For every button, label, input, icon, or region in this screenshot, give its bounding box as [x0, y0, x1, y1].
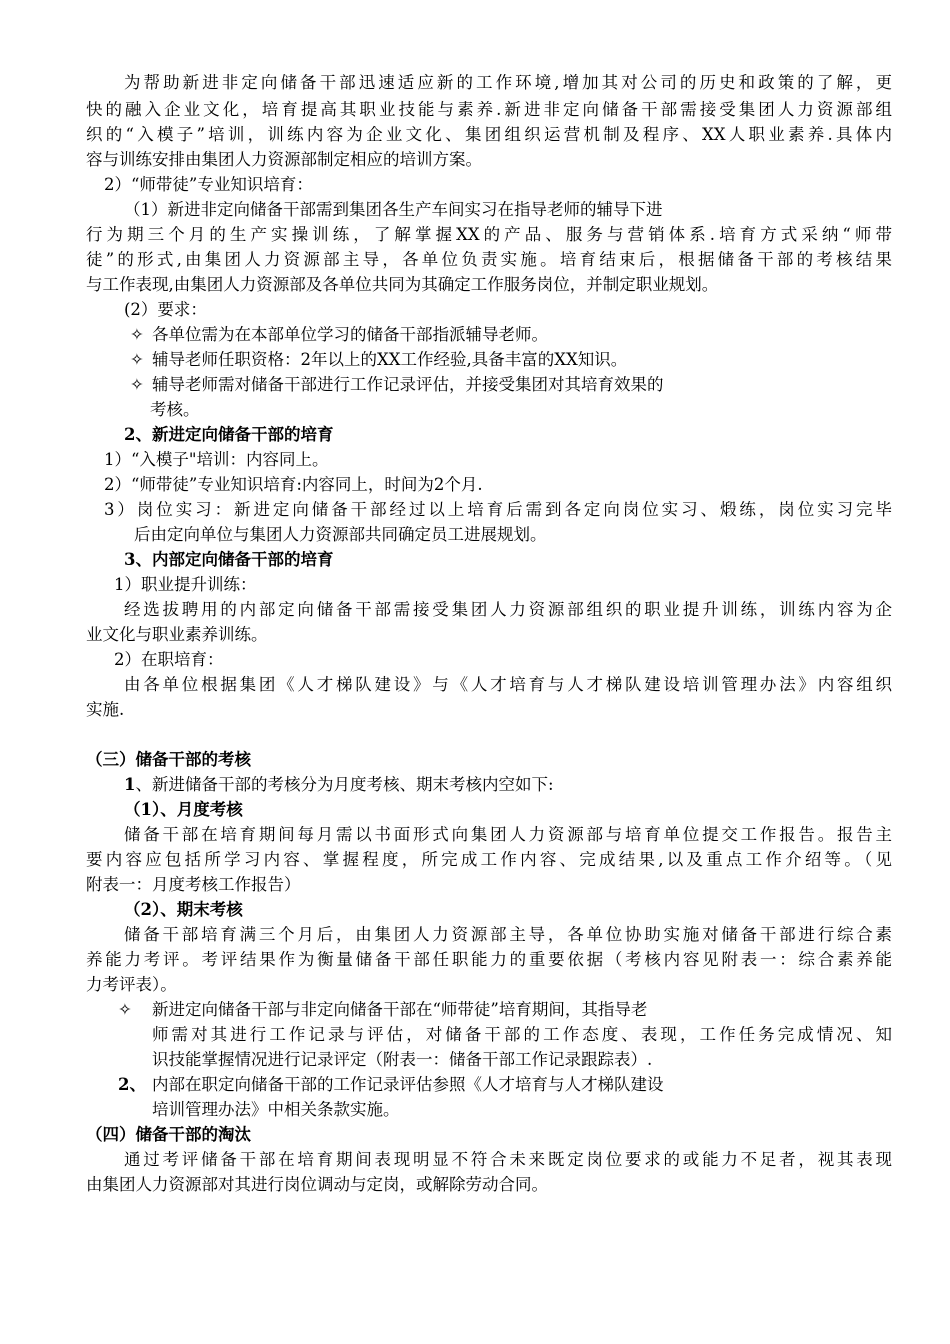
- paragraph-line: 1、新进储备干部的考核分为月度考核、期末考核内空如下:: [124, 775, 554, 794]
- paragraph-line: 养能力考评。考评结果作为衡量储备干部任职能力的重要依据（考核内容见附表一：综合素养能: [86, 950, 892, 969]
- diamond-bullet-icon: ✧: [130, 325, 144, 344]
- diamond-bullet-icon: ✧: [118, 1000, 132, 1019]
- paragraph-line: 与工作表现,由集团人力资源部及各单位共同为其确定工作服务岗位，并制定职业规划。: [86, 275, 719, 294]
- list-label: (2）要求：: [124, 300, 207, 319]
- list-item-continuation: 识技能掌握情况进行记录评定（附表一：储备干部工作记录跟踪表）.: [152, 1050, 653, 1069]
- paragraph-line: 徒”的形式,由集团人力资源部主导，各单位负责实施。培育结束后，根据储备干部的考核结果: [86, 250, 892, 269]
- paragraph-line: 力考评表）。: [86, 975, 177, 994]
- list-item: 3）岗位实习：新进定向储备干部经过以上培育后需到各定向岗位实习、煅练，岗位实习完毕: [104, 500, 892, 519]
- subsection-heading: （2）、期末考核: [124, 900, 243, 919]
- paragraph-line: 容与训练安排由集团人力资源部制定相应的培训方案。: [86, 150, 482, 169]
- list-item: 1）职业提升训练：: [114, 575, 257, 594]
- diamond-bullet-icon: ✧: [130, 350, 144, 369]
- diamond-bullet-icon: ✧: [130, 375, 144, 394]
- list-item-continuation: 考核。: [150, 400, 200, 419]
- paragraph-line: 实施.: [86, 700, 125, 719]
- paragraph-line: 行为期三个月的生产实操训练，了解掌握XX的产品、服务与营销体系.培育方式采纳“师带: [86, 225, 892, 244]
- list-item: 1）“入模子"培训：内容同上。: [104, 450, 329, 469]
- section-heading: （四）储备干部的淘汰: [86, 1125, 251, 1144]
- subsection-heading: （1）、月度考核: [124, 800, 243, 819]
- paragraph-line: 快的融入企业文化，培育提高其职业技能与素养.新进非定向储备干部需接受集团人力资源部组: [86, 100, 892, 119]
- paragraph-line: 储备干部培育满三个月后，由集团人力资源部主导，各单位协助实施对储备干部进行综合素: [124, 925, 892, 944]
- list-item: ✧ 辅导老师任职资格：2年以上的XX工作经验,具备丰富的XX知识。: [130, 348, 627, 372]
- paragraph-line: 通过考评储备干部在培育期间表现明显不符合未来既定岗位要求的或能力不足者，视其表现: [124, 1150, 892, 1169]
- paragraph-line: 储备干部在培育期间每月需以书面形式向集团人力资源部与培育单位提交工作报告。报告主: [124, 825, 892, 844]
- paragraph-line: 由集团人力资源部对其进行岗位调动与定岗，或解除劳动合同。: [86, 1175, 548, 1194]
- section-heading: （三）储备干部的考核: [86, 750, 251, 769]
- paragraph-line: 要内容应包括所学习内容、掌握程度，所完成工作内容、完成结果,以及重点工作介绍等。（见: [86, 850, 892, 869]
- paragraph-line: 经选拔聘用的内部定向储备干部需接受集团人力资源部组织的职业提升训练，训练内容为企: [124, 600, 892, 619]
- list-item: ✧ 各单位需为在本部单位学习的储备干部指派辅导老师。: [130, 323, 548, 347]
- list-item-continuation: 培训管理办法》中相关条款实施。: [152, 1100, 400, 1119]
- paragraph-line: （1）新进非定向储备干部需到集团各生产车间实习在指导老师的辅导下进: [124, 200, 663, 219]
- section-heading: 2、新进定向储备干部的培育: [124, 425, 334, 444]
- list-item-continuation: 师需对其进行工作记录与评估，对储备干部的工作态度、表现，工作任务完成情况、知: [152, 1025, 892, 1044]
- list-item: 2）在职培育：: [114, 650, 224, 669]
- list-item: 2、 内部在职定向储备干部的工作记录评估参照《人才培育与人才梯队建设: [118, 1075, 664, 1094]
- section-subtitle: 2）“师带徒”专业知识培育：: [104, 175, 313, 194]
- list-item: ✧ 新进定向储备干部与非定向储备干部在“师带徒”培育期间，其指导老: [118, 998, 647, 1022]
- paragraph-line: 由各单位根据集团《人才梯队建设》与《人才培育与人才梯队建设培训管理办法》内容组织: [124, 675, 892, 694]
- section-heading: 3、内部定向储备干部的培育: [124, 550, 334, 569]
- paragraph-line: 为帮助新进非定向储备干部迅速适应新的工作环境,增加其对公司的历史和政策的了解，更: [124, 73, 892, 92]
- list-item-continuation: 后由定向单位与集团人力资源部共同确定员工进展规划。: [134, 525, 547, 544]
- list-item: 2）“师带徒”专业知识培育:内容同上，时间为2个月.: [104, 475, 483, 494]
- paragraph-line: 业文化与职业素养训练。: [86, 625, 268, 644]
- paragraph-line: 附表一：月度考核工作报告）: [86, 875, 301, 894]
- paragraph-line: 织的“入模子”培训，训练内容为企业文化、集团组织运营机制及程序、XX人职业素养.具体内: [86, 125, 892, 144]
- list-item: ✧ 辅导老师需对储备干部进行工作记录评估，并接受集团对其培育效果的: [130, 373, 664, 397]
